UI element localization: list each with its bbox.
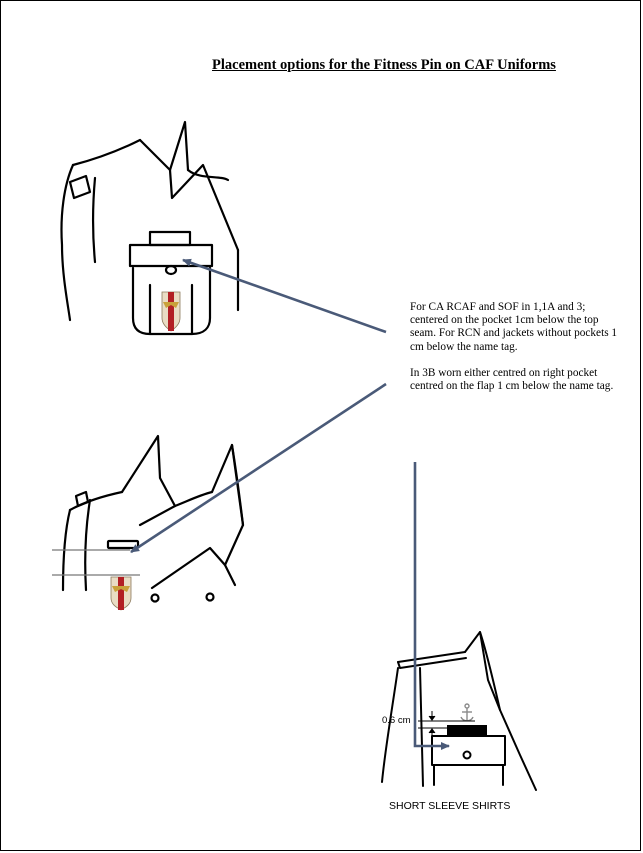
short-sleeve-shirt-illustration — [382, 632, 536, 790]
short-sleeve-caption: SHORT SLEEVE SHIRTS — [389, 800, 511, 812]
fitness-pin-2 — [111, 577, 131, 610]
tunic-with-pocket-illustration — [61, 122, 238, 334]
instruction-paragraph-1: For CA RCAF and SOF in 1,1A and 3; centered on the pocket 1cm below the top seam. For RCN and jackets without pockets 1 cm below the name tag. — [410, 301, 618, 353]
page-title: Placement options for the Fitness Pin on CAF Uniforms — [212, 57, 556, 73]
measurement-guide-lines — [52, 550, 140, 575]
jacket-no-pocket-illustration — [63, 436, 243, 602]
fitness-pin-1 — [162, 292, 180, 331]
arrow-to-jacket — [131, 384, 386, 552]
anchor-pin — [461, 704, 473, 721]
name-tag — [447, 725, 487, 736]
arrow-to-pocket — [183, 260, 386, 332]
measurement-label: 0.6 cm — [382, 715, 411, 726]
instruction-paragraph-2: In 3B worn either centred on right pocket centred on the flap 1 cm below the name tag. — [410, 366, 614, 393]
